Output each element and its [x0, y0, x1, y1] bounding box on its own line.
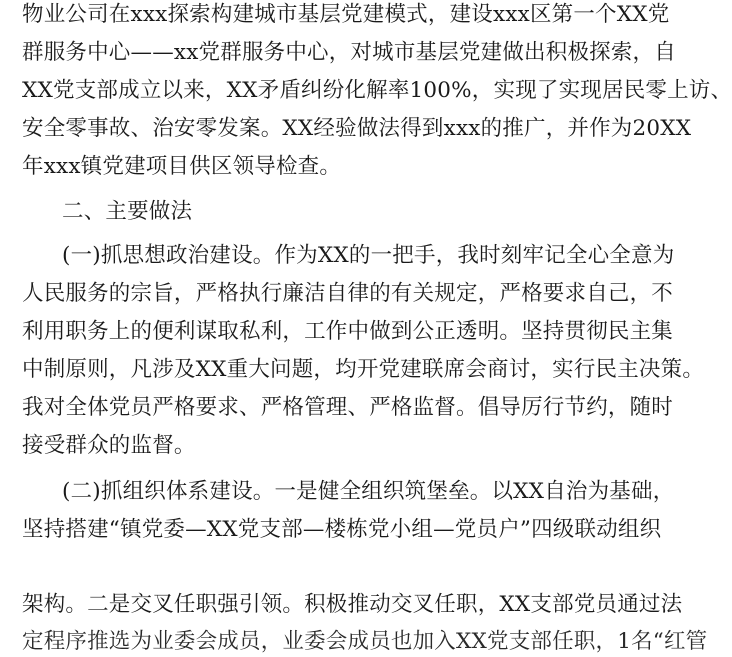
paragraph-line: 人民服务的宗旨，严格执行廉洁自律的有关规定，严格要求自己，不 — [22, 281, 674, 306]
paragraph-line: 中制原则，凡涉及XX重大问题，均开党建联席会商讨，实行民主决策。 — [22, 357, 705, 382]
paragraph-line: 物业公司在xxx探索构建城市基层党建模式，建设xxx区第一个XX党 — [22, 2, 670, 27]
section-heading: 二、主要做法 — [62, 199, 193, 224]
paragraph-line: (二)抓组织体系建设。一是健全组织筑堡垒。以XX自治为基础， — [62, 479, 675, 504]
paragraph-line: 定程序推选为业委会成员，业委会成员也加入XX党支部任职，1名“红管 — [22, 629, 708, 654]
paragraph-line: 年xxx镇党建项目供区领导检查。 — [22, 154, 342, 179]
paragraph-line: XX党支部成立以来，XX矛盾纠纷化解率100%，实现了实现居民零上访、 — [22, 78, 732, 103]
paragraph-line: 接受群众的监督。 — [22, 433, 196, 458]
paragraph-line: 架构。二是交叉任职强引领。积极推动交叉任职，XX支部党员通过法 — [22, 592, 683, 617]
paragraph-line: 利用职务上的便利谋取私利，工作中做到公正透明。坚持贯彻民主集 — [22, 319, 674, 344]
paragraph-line: (一)抓思想政治建设。作为XX的一把手，我时刻牢记全心全意为 — [62, 243, 675, 268]
paragraph-line: 安全零事故、治安零发案。XX经验做法得到xxx的推广，并作为20XX — [22, 116, 692, 141]
paragraph-line: 坚持搭建“镇党委—XX党支部—楼栋党小组—党员户”四级联动组织 — [22, 517, 662, 542]
paragraph-line: 我对全体党员严格要求、严格管理、严格监督。倡导厉行节约，随时 — [22, 395, 674, 420]
paragraph-line: 群服务中心——xx党群服务中心，对城市基层党建做出积极探索，自 — [22, 40, 676, 65]
